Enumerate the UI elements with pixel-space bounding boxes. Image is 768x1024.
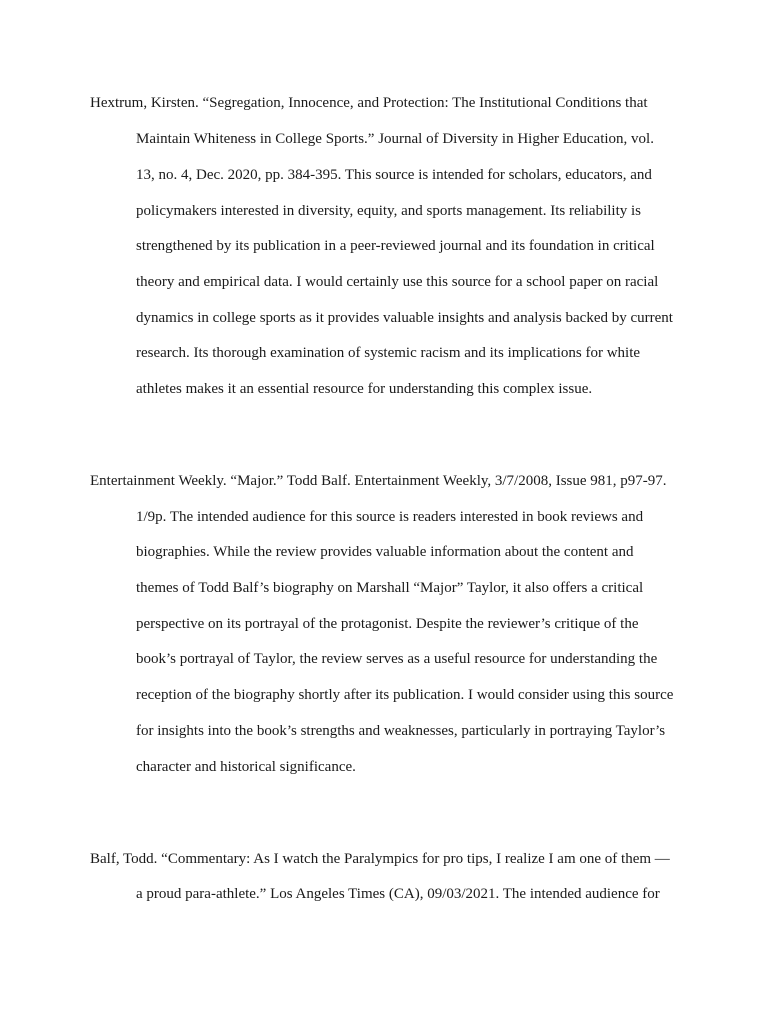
entry-line: dynamics in college sports as it provides valuable insights and analysis backed by current: [136, 310, 673, 326]
entry-line: Balf, Todd. “Commentary: As I watch the Paralympics for pro tips, I realize I am one of them —: [90, 851, 670, 867]
entry-line: themes of Todd Balf’s biography on Marshall “Major” Taylor, it also offers a critical: [136, 580, 644, 596]
entry-line: character and historical significance.: [136, 759, 356, 775]
entry-line: biographies. While the review provides valuable information about the content and: [136, 544, 634, 560]
entry-line: 13, no. 4, Dec. 2020, pp. 384-395. This source is intended for scholars, educators, and: [136, 167, 652, 183]
entry-line: research. Its thorough examination of systemic racism and its implications for white: [136, 345, 641, 361]
entry-line: athletes makes it an essential resource for understanding this complex issue.: [136, 381, 593, 397]
entry-line: theory and empirical data. I would certainly use this source for a school paper on racial: [136, 274, 659, 290]
entry-line: perspective on its portrayal of the protagonist. Despite the reviewer’s critique of the: [136, 616, 639, 632]
entry-line: 1/9p. The intended audience for this source is readers interested in book reviews and: [136, 509, 644, 525]
entry-line: for insights into the book’s strengths and weaknesses, particularly in portraying Taylor’s: [136, 723, 666, 739]
entry-line: Entertainment Weekly. “Major.” Todd Balf. Entertainment Weekly, 3/7/2008, Issue 981, p97-97.: [90, 473, 667, 489]
entry-line: Hextrum, Kirsten. “Segregation, Innocence, and Protection: The Institutional Conditions that: [90, 95, 648, 111]
entry-line: Maintain Whiteness in College Sports.” Journal of Diversity in Higher Education, vol.: [136, 131, 654, 147]
entry-line: a proud para-athlete.” Los Angeles Times (CA), 09/03/2021. The intended audience for: [136, 886, 660, 902]
entry-line: policymakers interested in diversity, equity, and sports management. Its reliability is: [136, 203, 642, 219]
entry-line: strengthened by its publication in a peer-reviewed journal and its foundation in critical: [136, 238, 655, 254]
entry-line: reception of the biography shortly after its publication. I would consider using this source: [136, 687, 674, 703]
entry-line: book’s portrayal of Taylor, the review serves as a useful resource for understanding the: [136, 651, 658, 667]
